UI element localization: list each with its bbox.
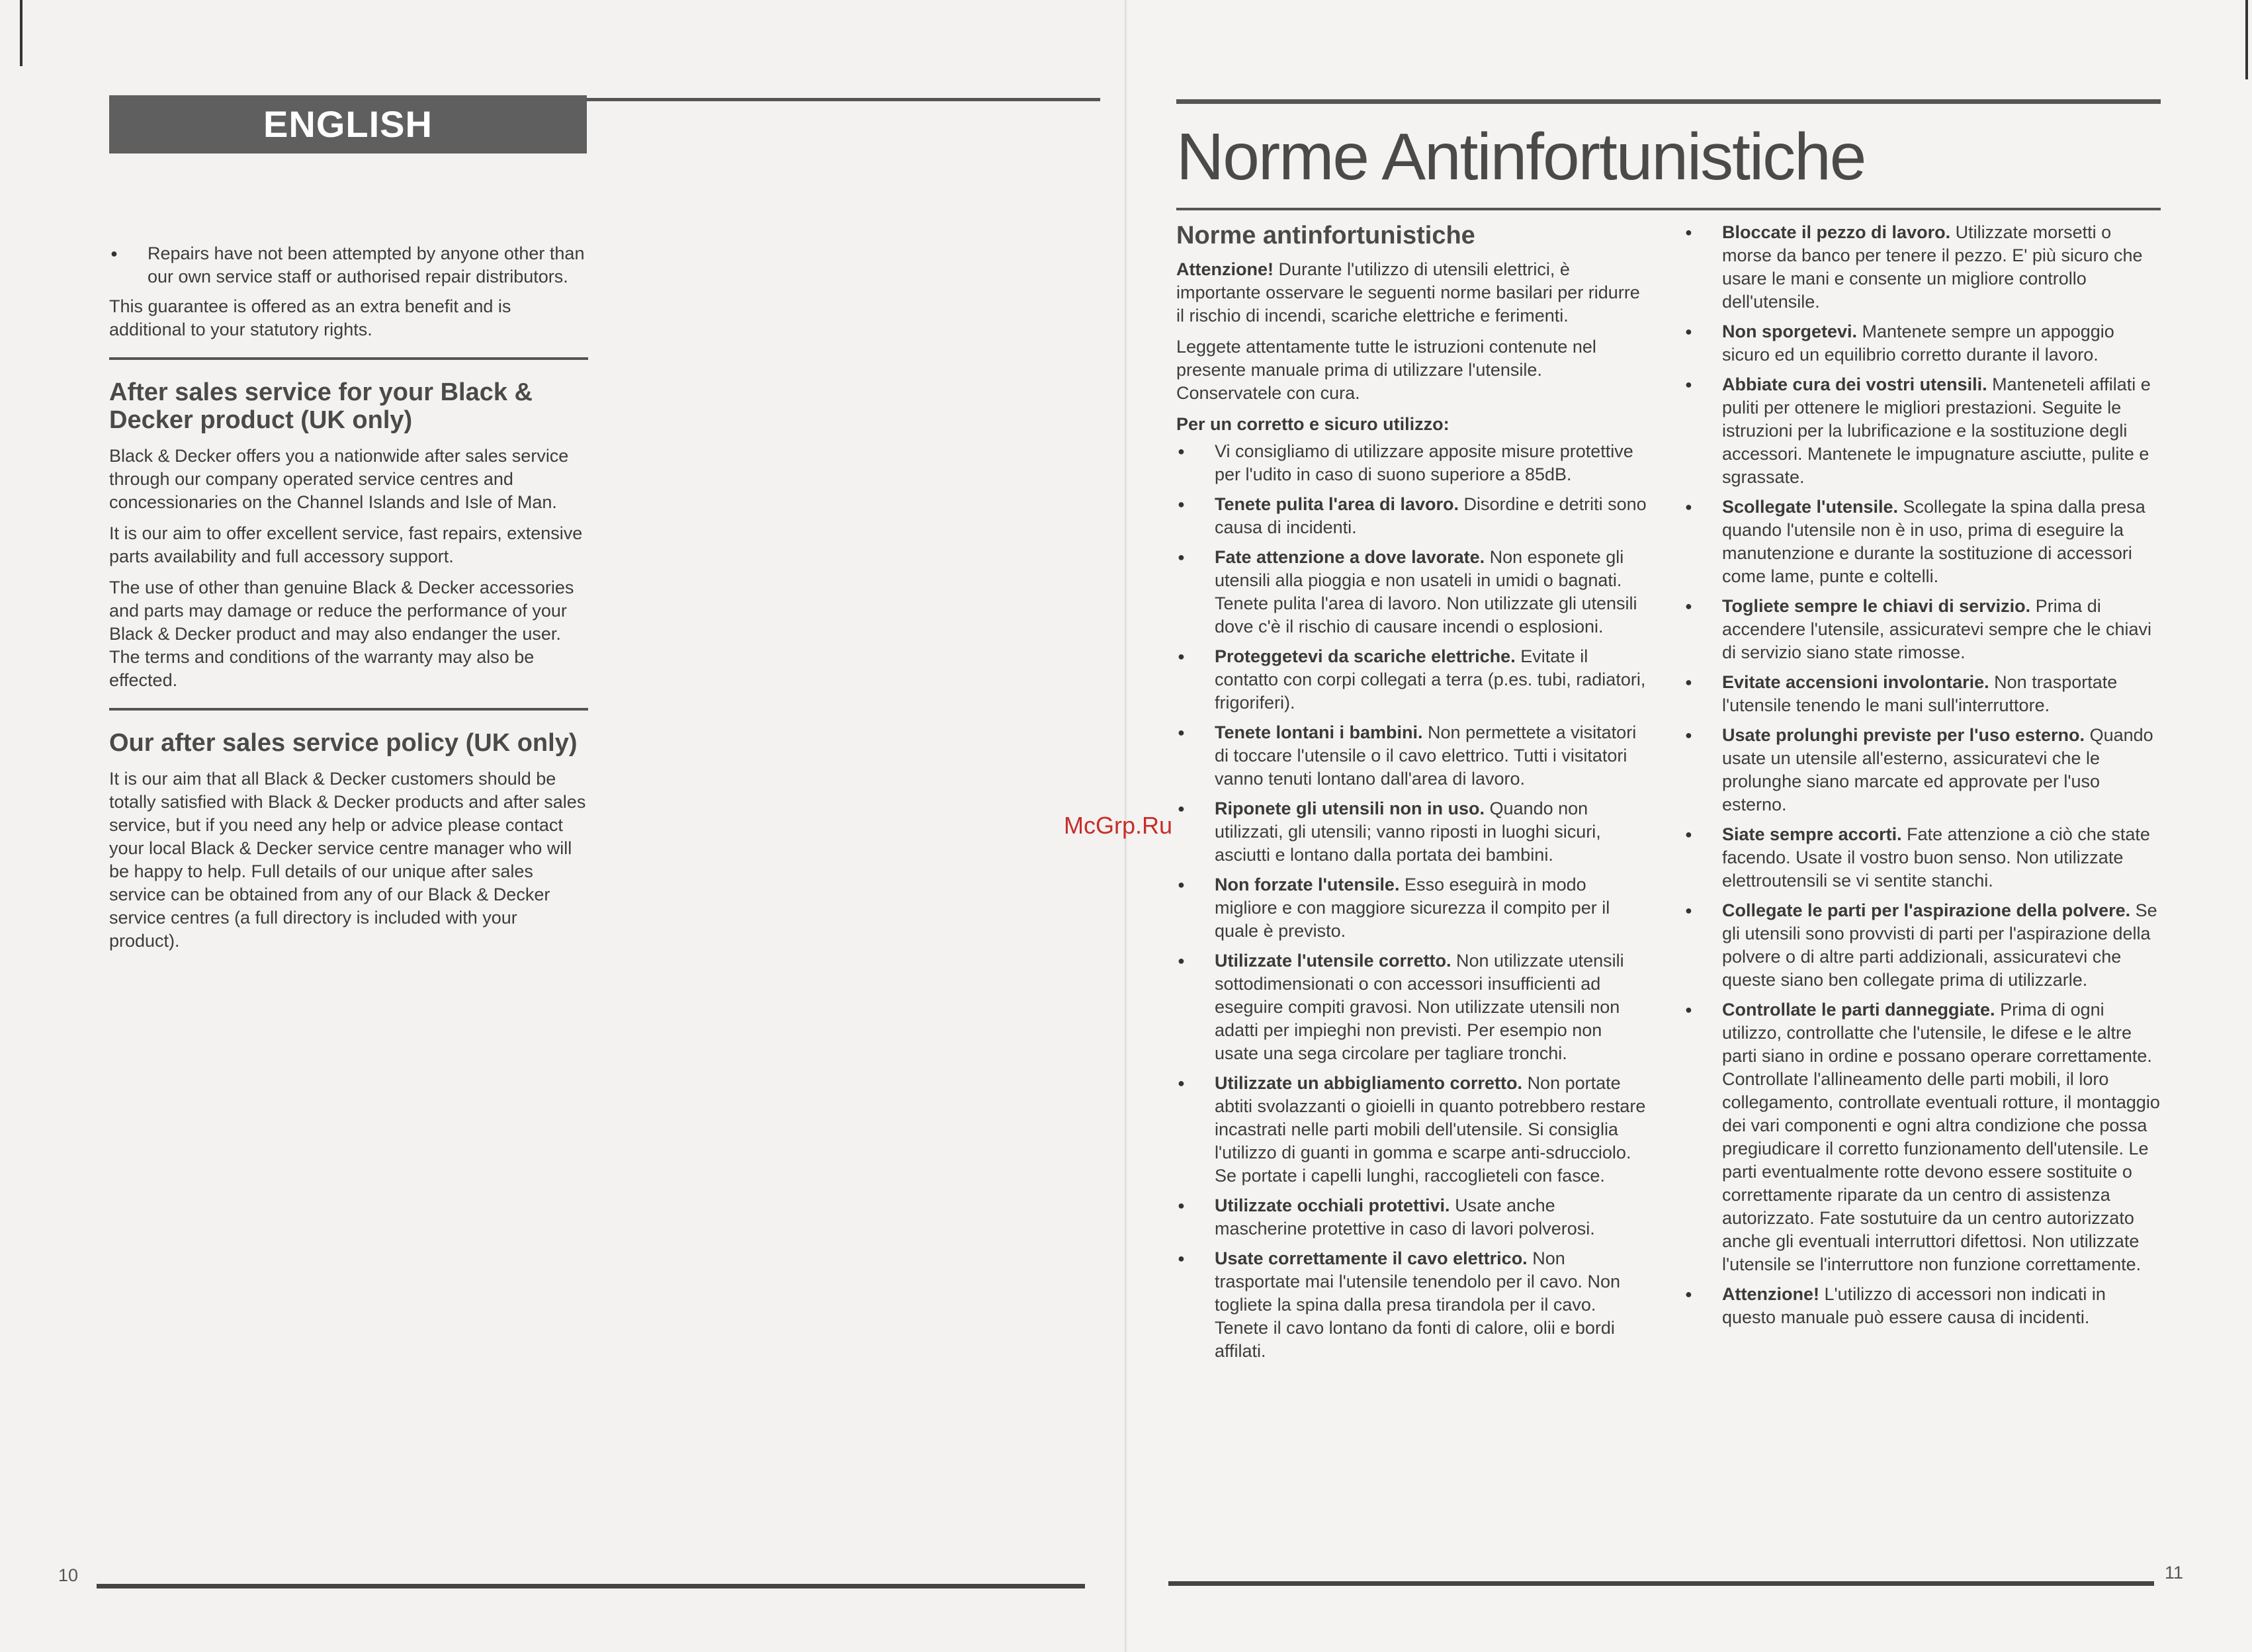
safety-item (1684, 320, 2161, 367)
left-column (109, 242, 588, 961)
after-sales-paragraph: The use of other than genuine Black & Decker accessories and parts may damage or reduce the performance of your Black & Decker product and may also endanger the user. The terms and conditions of the warranty may also be effected. (109, 578, 574, 690)
left-top-rule (587, 98, 1100, 101)
safety-item-text: Mantenete sempre un appoggio sicuro ed un equilibrio corretto durante il lavoro. (1722, 322, 2114, 365)
safety-item-label: Usate correttamente il cavo elettrico. (1215, 1248, 1528, 1268)
safety-item-label: Bloccate il pezzo di lavoro. (1722, 222, 1951, 242)
safety-item (1176, 949, 1650, 1065)
safety-item (1176, 645, 1650, 715)
safety-item (1176, 1247, 1650, 1363)
safety-item-text: Vi consigliamo di utilizzare apposite misure protettive per l'udito in caso di suono superiore a 85dB. (1215, 441, 1633, 484)
watermark: McGrp.Ru (1064, 812, 1173, 839)
safety-item (1176, 1194, 1650, 1240)
safety-item (1684, 724, 2161, 816)
safety-item-label: Controllate le parti danneggiate. (1722, 1000, 1995, 1020)
safety-item (1684, 671, 2161, 717)
safety-item (1176, 873, 1650, 943)
policy-heading: Our after sales service policy (UK only) (109, 729, 578, 757)
safety-item-label: Non sporgetevi. (1722, 322, 1858, 341)
safety-item-label: Fate attenzione a dove lavorate. (1215, 547, 1485, 567)
safety-item-text: Prima di ogni utilizzo, controllatte che l'utensile, le difese e le altre parti siano in ordine e possano operare correttamente. Controllate l'allineamento delle parti mobili, il loro collegamento, controllate eventuali rotture, il montaggio dei vari componenti e ogni altra condizione che possa pregiudicare il corretto funzionamento dell'utensile. Le parti eventualmente rotte devono essere sostituite o correttamente riparate da un centro di assistenza autorizzato. Fate sostutuire da un centro autorizzato anche gli eventuali interruttori difettosi. Non utilizzate l'utensile se l'interruttore non funzione correttamente. (1722, 1000, 2160, 1274)
read-instructions-paragraph: Leggete attentamente tutte le istruzioni contenute nel presente manuale prima di utilizzare l'utensile. Conservatele con cura. (1176, 337, 1596, 403)
page-title: Norme Antinfortunistiche (1176, 120, 1866, 194)
right-column-1 (1176, 221, 1650, 1369)
language-label: ENGLISH (263, 103, 433, 145)
safety-item (1176, 440, 1650, 486)
page-number-right: 11 (2165, 1563, 2184, 1583)
safety-item (1176, 797, 1650, 867)
usage-heading: Per un corretto e sicuro utilizzo: (1176, 414, 1450, 434)
safety-list-col2 (1684, 221, 2161, 1329)
left-edge-line (20, 0, 22, 66)
safety-item-label: Scollegate l'utensile. (1722, 497, 1899, 517)
section-divider (109, 357, 588, 360)
safety-item-text: L'utilizzo di accessori non indicati in questo manuale può essere causa di incidenti. (1722, 1284, 2106, 1327)
safety-item-text: Evitate il contatto con corpi collegati a terra (p.es. tubi, radiatori, frigoriferi). (1215, 646, 1646, 713)
page-number-left: 10 (58, 1565, 79, 1585)
safety-item-text: Prima di accendere l'utensile, assicuratevi sempre che le chiavi di servizio siano state rimosse. (1722, 596, 2151, 662)
safety-item-text: Non permettete a visitatori di toccare l'utensile o il cavo elettrico. Tutti i visitatori vanno tenuti lontano dall'area di lavoro. (1215, 722, 1637, 789)
safety-item (1176, 721, 1650, 791)
safety-item-text: Fate attenzione a ciò che state facendo. Usate il vostro buon senso. Non utilizzate elettroutensili se vi sentite stanchi. (1722, 824, 2150, 891)
safety-item (1684, 998, 2161, 1276)
safety-item (1684, 823, 2161, 892)
title-rule (1176, 208, 2161, 210)
safety-item-label: Abbiate cura dei vostri utensili. (1722, 374, 1987, 394)
safety-item: ● Repairs have not been attempted by anyone other than our own service staff or authorised repair distributors. (109, 242, 588, 288)
safety-item (1684, 496, 2161, 588)
safety-item (1684, 595, 2161, 664)
safety-item (1176, 1072, 1650, 1188)
attention-text: Durante l'utilizzo di utensili elettrici, è importante osservare le seguenti norme basilari per ridurre il rischio di incendi, scariche elettriche e ferimenti. (1176, 259, 1640, 326)
safety-item-label: Riponete gli utensili non in uso. (1215, 799, 1485, 818)
after-sales-heading: After sales service for your Black & Decker product (UK only) (109, 378, 533, 434)
safety-item-text: Non utilizzate utensili sottodimensionati o con accessori insufficienti ad eseguire compiti gravosi. Non utilizzate utensili non adatti per impieghi non previsti. Per esempio non usate una sega circolare per tagliare tronchi. (1215, 951, 1624, 1063)
right-column-2 (1684, 221, 2161, 1336)
safety-item (1684, 221, 2161, 314)
safety-item-label: Togliete sempre le chiavi di servizio. (1722, 596, 2031, 616)
safety-item-text: Non trasportate l'utensile tenendo le mani sull'interruttore. (1722, 672, 2118, 715)
safety-item (1684, 373, 2161, 489)
right-edge-line (2245, 0, 2248, 79)
policy-paragraph: It is our aim that all Black & Decker customers should be totally satisfied with Black & Decker products and after sales service, but if you need any help or advice please contact your local Black & Decker service centre manager who will be happy to help. Full details of our unique after sales service can be obtained from any of our Black & Decker service centres (a full directory is included with your product). (109, 769, 586, 951)
safety-item-label: Tenete lontani i bambini. (1215, 722, 1423, 742)
after-sales-paragraph: Black & Decker offers you a nationwide after sales service through our company operated service centres and concessionaries on the Channel Islands and Isle of Man. (109, 446, 569, 512)
safety-item-label: Tenete pulita l'area di lavoro. (1215, 494, 1459, 514)
safety-item-label: Usate prolunghi previste per l'uso esterno. (1722, 725, 2085, 745)
safety-item (1684, 1283, 2161, 1329)
section-subhead: Norme antinfortunistiche (1176, 222, 1475, 249)
safety-item-text: Quando usate un utensile all'esterno, assicuratevi che le prolunghe siano marcate ed approvate per l'uso esterno. (1722, 725, 2153, 814)
safety-item-text: Usate anche mascherine protettive in caso di lavori polverosi. (1215, 1196, 1595, 1239)
section-divider (109, 708, 588, 711)
safety-item-text: Non portate abtiti svolazzanti o gioielli in quanto potrebbero restare incastrati nelle parti mobili dell'utensile. Si consiglia l'utilizzo di guanti in gomma e scarpe anti-sdrucciolo. Se portate i capelli lunghi, raccoglieteli con fasce. (1215, 1073, 1646, 1186)
safety-item-text: Non esponete gli utensili alla pioggia e non usateli in umidi o bagnati. Tenete pulita l'area di lavoro. Non utilizzate gli utensili dove c'è il rischio di causare incendi o esplosioni. (1215, 547, 1637, 636)
safety-item (1176, 493, 1650, 539)
attention-label: Attenzione! (1176, 259, 1274, 279)
safety-item-text: Disordine e detriti sono causa di incidenti. (1215, 494, 1647, 537)
safety-item-label: Utilizzate un abbigliamento corretto. (1215, 1073, 1523, 1093)
safety-list-col1 (1176, 440, 1650, 1363)
intro-bullet-list (109, 242, 588, 288)
safety-item-label: Utilizzate occhiali protettivi. (1215, 1196, 1450, 1215)
safety-item-text: Se gli utensili sono provvisti di parti per l'aspirazione della polvere o di altre parti addizionali, assicuratevi che queste siano ben collegate prima di utilizzarle. (1722, 900, 2157, 990)
safety-item-label: Evitate accensioni involontarie. (1722, 672, 1989, 692)
safety-item-text: Quando non utilizzati, gli utensili; vanno riposti in luoghi sicuri, asciutti e lontano dalla portata dei bambini. (1215, 799, 1601, 865)
safety-item-label: Siate sempre accorti. (1722, 824, 1902, 844)
safety-item (1684, 899, 2161, 992)
safety-item-label: Attenzione! (1722, 1284, 1819, 1304)
safety-item-label: Utilizzate l'utensile corretto. (1215, 951, 1451, 971)
safety-item-label: Proteggetevi da scariche elettriche. (1215, 646, 1516, 666)
guarantee-paragraph: This guarantee is offered as an extra benefit and is additional to your statutory rights. (109, 296, 511, 339)
after-sales-paragraph: It is our aim to offer excellent service, fast repairs, extensive parts availability and full accessory support. (109, 523, 583, 566)
safety-item-text: Non trasportate mai l'utensile tenendolo per il cavo. Non togliete la spina dalla presa tirandola per il cavo. Tenete il cavo lontano da fonti di calore, olii e bordi affilati. (1215, 1248, 1620, 1361)
attention-paragraph (1176, 258, 1650, 327)
right-bottom-rule (1168, 1581, 2154, 1586)
safety-item-text: Utilizzate morsetti o morse da banco per tenere il pezzo. E' più sicuro che usare le mani e consente un migliore controllo dell'utensile. (1722, 222, 2143, 312)
left-bottom-rule (97, 1584, 1085, 1588)
after-sales-body (109, 445, 588, 692)
safety-item-text: Manteneteli affilati e puliti per ottenere le migliori prestazioni. Seguite le istruzioni per la lubrificazione e la sostituzione degli accessori. Mantenete le impugnature asciutte, pulite e sgrassate. (1722, 374, 2151, 487)
safety-item-text: Scollegate la spina dalla presa quando l'utensile non è in uso, prima di eseguire la manutenzione e durante la sostituzione di accessori come lame, punte e coltelli. (1722, 497, 2145, 586)
safety-item-label: Collegate le parti per l'aspirazione della polvere. (1722, 900, 2131, 920)
right-top-rule (1176, 99, 2161, 104)
safety-item-text: Esso eseguirà in modo migliore e con maggiore sicurezza il compito per il quale è previsto. (1215, 875, 1610, 941)
safety-item-label: Non forzate l'utensile. (1215, 875, 1400, 894)
safety-item (1176, 546, 1650, 638)
